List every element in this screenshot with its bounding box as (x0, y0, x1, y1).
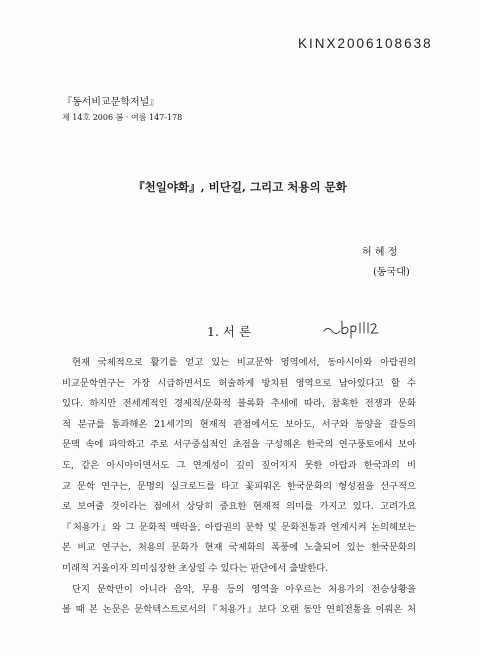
body-text-line: 단지 문학만이 아니라 음악, 무용 등의 영역을 아우르는 처용가의 전승상황을 (72, 583, 416, 595)
author-name: 허 혜 정 (362, 247, 398, 258)
body-text-line: 문맥 속에 파악하고 주로 서구중심적인 초점을 구성해온 한국의 연구풍토에서 보아 (62, 439, 416, 451)
article-title: 『천일야화』, 비단길, 그리고 처용의 문화 (133, 180, 347, 194)
body-text-line: 교 문학 연구는, 문명의 실크로드를 타고 꽃피워온 한국문화의 형성점을 선구적으 (62, 480, 416, 492)
body-text (62, 353, 416, 621)
body-text-line: 미래적 거울이자 의미심장한 초상일 수 있다는 판단에서 출발한다. (62, 562, 329, 574)
paragraph (62, 353, 416, 580)
body-text-line: 『처용가』와 그 문화적 맥락을, 아랍권의 문학 및 문화전통과 연계시켜 논의해보는 (62, 521, 416, 533)
body-text-line: 볼 때 본 논문은 문학텍스트로서의『처용가』보다 오랜 동안 연희전통을 이뤄온 처 (62, 604, 416, 616)
body-text-line: 적 분규를 통과해온 21세기의 현재적 관점에서도 보아도, 서구와 동양을 갈등의 (62, 418, 416, 430)
body-text-line: 비교문학연구는 가장 시급하면서도 허술하게 방치된 영역으로 남아있다고 할 수 (62, 377, 416, 389)
journal-name: 『동서비교문학저널』 (62, 97, 160, 108)
body-text-line: 본 비교 연구는, 처용의 문화가 현재 국제화의 폭풍에 노출되어 있는 한국문화의 (62, 542, 416, 554)
author-affiliation: (동국대) (373, 267, 410, 278)
body-text-line: 있다. 하지만 전세계적인 경제적/문화적 블록화 추세에 따라, 참혹한 전쟁과 문화 (62, 398, 416, 410)
body-text-line: 현재 국제적으로 활기를 얻고 있는 비교문학 영역에서, 동아시아와 아랍권의 (72, 357, 416, 368)
body-text-line: 로 보여줄 것이라는 점에서 상당히 중요한 현재적 의미를 가지고 있다. 고려가요 (62, 501, 416, 513)
section-heading: 1. 서 론 (207, 324, 252, 339)
paragraph (62, 580, 416, 621)
handwritten-annotation (322, 317, 382, 341)
issue-info: 제 14호 2006 봄 · 여름 147-178 (62, 113, 183, 122)
body-text-line: 도, 같은 아시아이면서도 그 연계성이 깊이 짚어지지 못한 아랍과 한국과의 비 (62, 459, 416, 471)
document-code: KINX2006108638 (298, 36, 433, 51)
